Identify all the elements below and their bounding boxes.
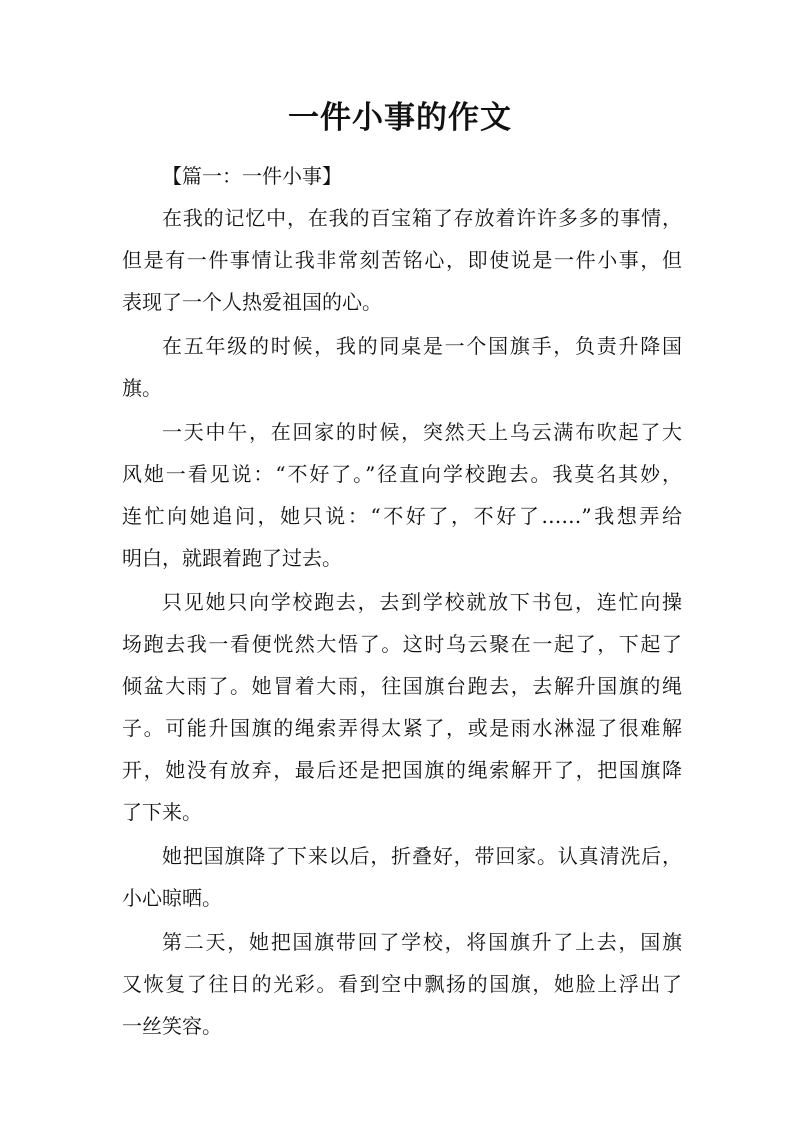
document-title: 一件小事的作文: [288, 100, 512, 136]
paragraph-line: 一天中午，在回家的时候，突然天上乌云满布吹起了大: [162, 420, 682, 444]
paragraph-line: 一丝笑容。: [122, 1014, 222, 1038]
paragraph-line: 连忙向她追问，她只说：“不好了，不好了……”我想弄给: [122, 504, 682, 528]
paragraph-2: [122, 325, 682, 409]
paragraph-line: 又恢复了往日的光彩。看到空中飘扬的国旗，她脸上浮出了: [122, 972, 682, 996]
paragraph-line: 倾盆大雨了。她冒着大雨，往国旗台跑去，去解升国旗的绳: [122, 674, 682, 698]
paragraph-line: 第二天，她把国旗带回了学校，将国旗升了上去，国旗: [162, 930, 682, 954]
paragraph-1: [122, 197, 682, 323]
paragraph-line: 旗。: [122, 376, 162, 400]
paragraph-4: [122, 581, 682, 833]
paragraph-line: 她把国旗降了下来以后，折叠好，带回家。认真清洗后，: [162, 844, 682, 868]
paragraph-line: 了下来。: [122, 800, 202, 824]
paragraph-line: 但是有一件事情让我非常刻苦铭心，即使说是一件小事，但: [122, 248, 682, 272]
paragraph-line: 场跑去我一看便恍然大悟了。这时乌云聚在一起了，下起了: [122, 632, 682, 656]
document-body: [122, 155, 682, 1049]
paragraph-line: 表现了一个人热爱祖国的心。: [122, 290, 382, 314]
section-heading: 【篇一：一件小事】: [162, 164, 342, 188]
paragraph-line: 明白，就跟着跑了过去。: [122, 546, 342, 570]
paragraph-line: 在我的记忆中，在我的百宝箱了存放着许许多多的事情，: [162, 206, 682, 230]
paragraph-line: 风她一看见说：“不好了。”径直向学校跑去。我莫名其妙，: [122, 462, 682, 486]
paragraph-line: 子。可能升国旗的绳索弄得太紧了，或是雨水淋湿了很难解: [122, 716, 682, 740]
paragraph-5: [122, 835, 682, 919]
paragraph-line: 只见她只向学校跑去，去到学校就放下书包，连忙向操: [162, 590, 682, 614]
paragraph-line: 小心晾晒。: [122, 886, 222, 910]
paragraph-line: 在五年级的时候，我的同桌是一个国旗手，负责升降国: [162, 334, 682, 358]
paragraph-line: 开，她没有放弃，最后还是把国旗的绳索解开了，把国旗降: [122, 758, 682, 782]
paragraph-3: [122, 411, 682, 579]
paragraph-6: [122, 921, 682, 1047]
